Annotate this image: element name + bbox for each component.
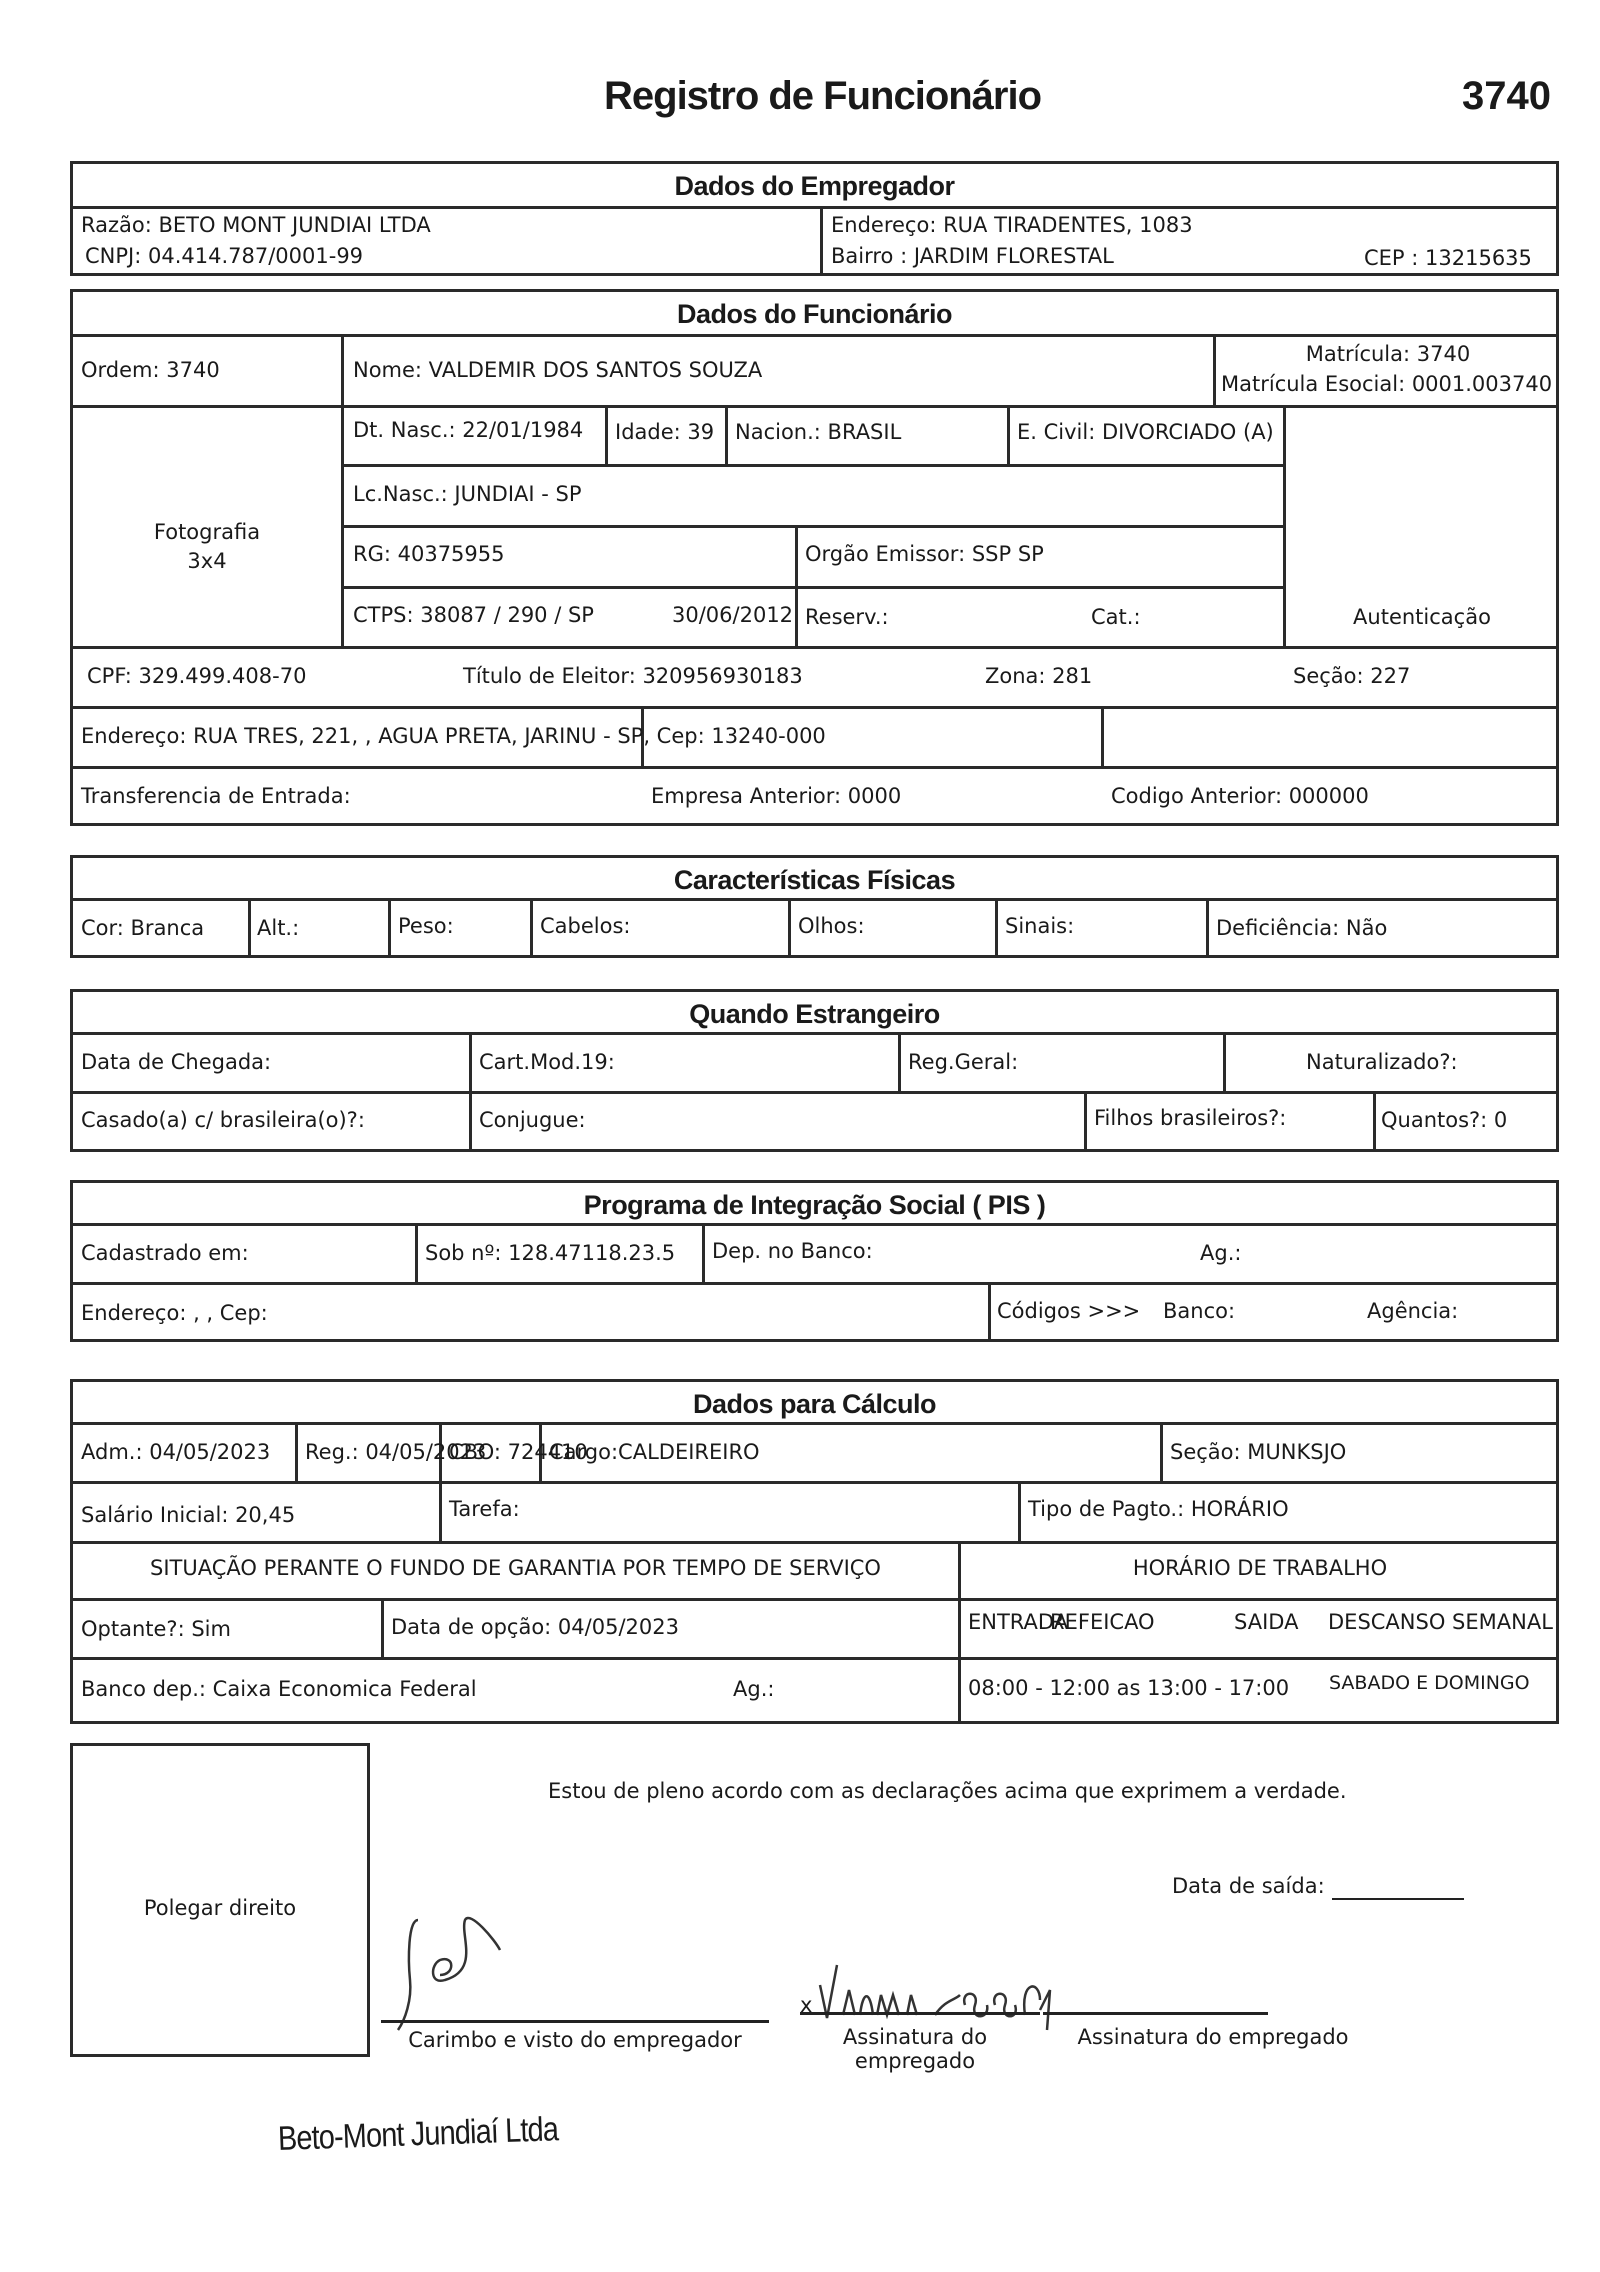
employee-esocial-registration: Matrícula Esocial: 0001.003740 [1221, 372, 1553, 396]
employer-signature [360, 1900, 520, 2030]
pis-bank-code: Banco: [1163, 1299, 1236, 1323]
employee-signature-marker: x [800, 1993, 813, 2017]
employee-section-title: Dados do Funcionário [676, 299, 952, 329]
fgts-optant: Optante?: Sim [81, 1617, 231, 1641]
thumbprint-box [70, 1743, 370, 2057]
marks: Sinais: [1005, 914, 1075, 938]
registration-date: Reg.: 04/05/2023 [305, 1440, 487, 1464]
employee-voter-id: Título de Eleitor: 320956930183 [463, 664, 803, 688]
married-to-brazilian: Casado(a) c/ brasileira(o)?: [81, 1108, 365, 1132]
authentication-label: Autenticação [1353, 605, 1491, 629]
naturalized: Naturalizado?: [1306, 1050, 1458, 1074]
previous-company: Empresa Anterior: 0000 [651, 784, 902, 808]
thumbprint-label: Polegar direito [143, 1896, 297, 1920]
employee-signature-label-1: Assinatura do empregado [842, 2025, 988, 2073]
company-stamp: Beto-Mont Jundiaí Ltda [277, 2110, 559, 2158]
foreigner-section [70, 989, 1559, 1152]
employee-ctps: CTPS: 38087 / 290 / SP [353, 603, 594, 627]
employee-voter-section: Seção: 227 [1293, 664, 1411, 688]
eyes: Olhos: [798, 914, 865, 938]
calc-section [70, 1379, 1559, 1724]
transfer-entry: Transferencia de Entrada: [81, 784, 351, 808]
initial-salary: Salário Inicial: 20,45 [81, 1503, 296, 1527]
height: Alt.: [257, 916, 300, 940]
pis-address: Endereço: , , Cep: [81, 1301, 268, 1325]
declaration-text: Estou de pleno acordo com as declarações acima que exprimem a verdade. [548, 1779, 1347, 1803]
employee-voter-zone: Zona: 281 [985, 664, 1093, 688]
employee-rg-issuer: Orgão Emissor: SSP SP [805, 542, 1044, 566]
pis-codes-label: Códigos >>> [997, 1299, 1141, 1323]
arrival-date: Data de Chegada: [81, 1050, 272, 1074]
cbo-code: CBO: 724410 [449, 1440, 588, 1464]
exit-date-line [1332, 1898, 1464, 1900]
schedule-header-entry: ENTRADA [968, 1610, 1069, 1634]
employer-section [70, 161, 1559, 276]
employer-signature-line [381, 2020, 769, 2023]
employee-signature-label-2: Assinatura do empregado [1077, 2025, 1349, 2049]
document-number: 3740 [1462, 74, 1551, 118]
fgts-bank: Banco dep.: Caixa Economica Federal [81, 1677, 477, 1701]
employee-cpf: CPF: 329.499.408-70 [87, 664, 307, 688]
employer-cep: CEP : 13215635 [1364, 246, 1532, 270]
employee-signature [815, 1960, 1055, 2030]
employee-nationality: Nacion.: BRASIL [735, 420, 902, 444]
pis-number: Sob nº: 128.47118.23.5 [425, 1241, 676, 1265]
pis-agency: Ag.: [1200, 1241, 1242, 1265]
employee-ctps-date: 30/06/2012 [672, 603, 794, 627]
general-registry: Reg.Geral: [908, 1050, 1019, 1074]
department: Seção: MUNKSJO [1170, 1440, 1347, 1464]
weekly-rest-days: SABADO E DOMINGO [1329, 1672, 1530, 1694]
work-schedule-title: HORÁRIO DE TRABALHO [1132, 1556, 1388, 1580]
employee-age: Idade: 39 [615, 420, 715, 444]
fgts-agency: Ag.: [733, 1677, 775, 1701]
employee-signature-line-1 [800, 2012, 1040, 2015]
employer-district: Bairro : JARDIM FLORESTAL [831, 244, 1114, 268]
employee-order: Ordem: 3740 [81, 358, 220, 382]
employee-registration: Matrícula: 3740 [1305, 342, 1471, 366]
employee-signature-line-2 [1043, 2012, 1268, 2015]
schedule-header-rest: DESCANSO SEMANAL [1328, 1610, 1553, 1634]
physical-section-title: Características Físicas [673, 865, 956, 895]
employee-military-reserve: Reserv.: [805, 605, 889, 629]
fgts-status-title: SITUAÇÃO PERANTE O FUNDO DE GARANTIA POR TEMPO DE SERVIÇO [150, 1556, 881, 1580]
schedule-header-meal: REFEICAO [1050, 1610, 1155, 1634]
previous-code: Codigo Anterior: 000000 [1111, 784, 1369, 808]
employee-rg: RG: 40375955 [353, 542, 505, 566]
schedule-header-exit: SAIDA [1234, 1610, 1299, 1634]
foreigner-section-title: Quando Estrangeiro [689, 999, 940, 1029]
admission-date: Adm.: 04/05/2023 [81, 1440, 271, 1464]
employer-section-title: Dados do Empregador [674, 171, 955, 201]
employer-cnpj: CNPJ: 04.414.787/0001-99 [85, 244, 364, 268]
weight: Peso: [398, 914, 454, 938]
employee-military-category: Cat.: [1091, 605, 1141, 629]
children-count: Quantos?: 0 [1381, 1108, 1508, 1132]
employee-birth-date: Dt. Nasc.: 22/01/1984 [353, 418, 584, 442]
physical-section [70, 855, 1559, 958]
schedule-times: 08:00 - 12:00 as 13:00 - 17:00 [968, 1676, 1290, 1700]
employer-razao: Razão: BETO MONT JUNDIAI LTDA [81, 213, 431, 237]
employee-birthplace: Lc.Nasc.: JUNDIAI - SP [353, 482, 582, 506]
photo-placeholder-size: 3x4 [187, 549, 227, 573]
photo-placeholder-label: Fotografia [153, 520, 261, 544]
payment-type: Tipo de Pagto.: HORÁRIO [1028, 1497, 1289, 1521]
brazilian-children: Filhos brasileiros?: [1094, 1106, 1287, 1130]
pis-section-title: Programa de Integração Social ( PIS ) [583, 1190, 1046, 1220]
employee-marital-status: E. Civil: DIVORCIADO (A) [1017, 420, 1274, 444]
employee-address: Endereço: RUA TRES, 221, , AGUA PRETA, JARINU - SP, Cep: 13240-000 [81, 724, 826, 748]
pis-registered-on: Cadastrado em: [81, 1241, 249, 1265]
employer-signature-label: Carimbo e visto do empregador [408, 2028, 742, 2052]
exit-date-label: Data de saída: [1172, 1874, 1325, 1898]
pis-section [70, 1180, 1559, 1342]
job-title: Cargo:CALDEIREIRO [549, 1440, 760, 1464]
spouse: Conjugue: [479, 1108, 586, 1132]
employee-section [70, 289, 1559, 826]
task: Tarefa: [449, 1497, 520, 1521]
document-title: Registro de Funcionário [604, 74, 1042, 118]
fgts-option-date: Data de opção: 04/05/2023 [391, 1615, 679, 1639]
card-model-19: Cart.Mod.19: [479, 1050, 615, 1074]
pis-bank-deposit: Dep. no Banco: [712, 1239, 873, 1263]
disability: Deficiência: Não [1216, 916, 1388, 940]
hair: Cabelos: [540, 914, 631, 938]
calc-section-title: Dados para Cálculo [692, 1389, 937, 1419]
employer-address: Endereço: RUA TIRADENTES, 1083 [831, 213, 1193, 237]
employee-name: Nome: VALDEMIR DOS SANTOS SOUZA [353, 358, 763, 382]
pis-agency-code: Agência: [1367, 1299, 1459, 1323]
skin-color: Cor: Branca [81, 916, 205, 940]
